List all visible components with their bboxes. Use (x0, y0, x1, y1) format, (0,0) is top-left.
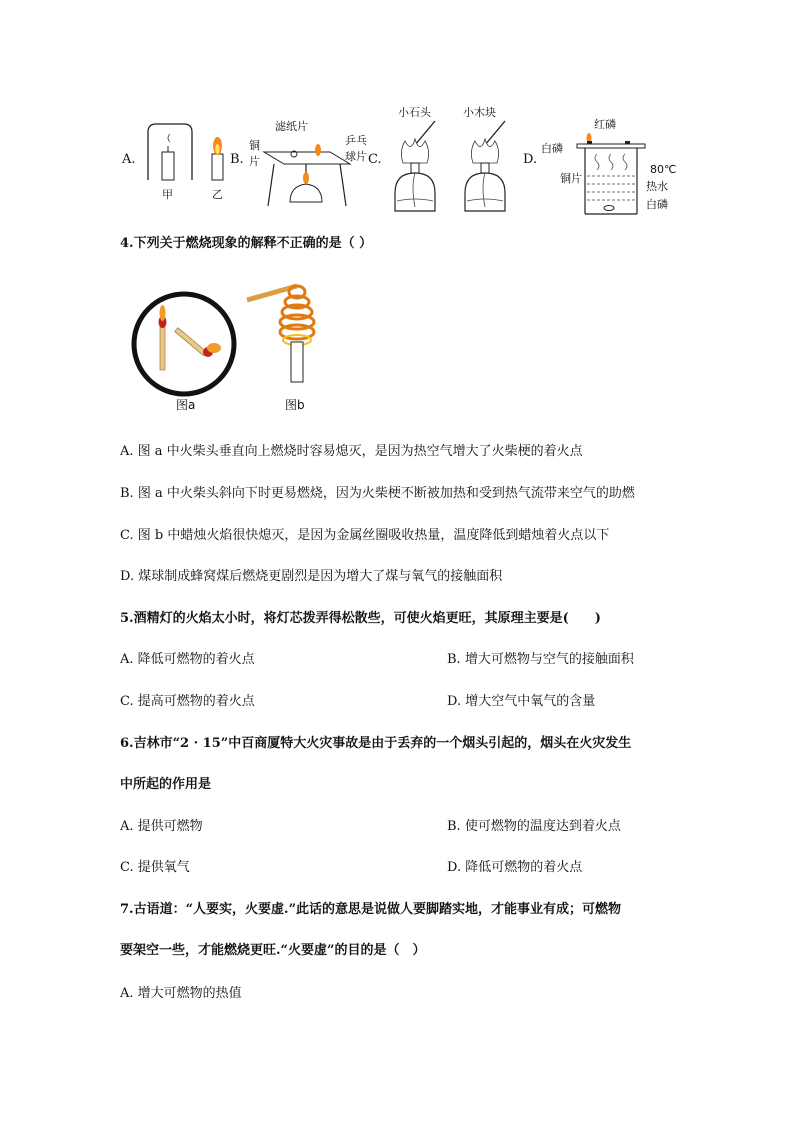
q6-stem-line1: 6.吉林市“2 · 15”中百商厦特大火灾事故是由于丢弃的一个烟头引起的，烟头在火灾发生 (120, 736, 632, 751)
label-temp: 80℃ (650, 163, 677, 176)
q7-stem-line2: 要架空一些，才能燃烧更旺.“火要虚”的目的是（ ） (120, 943, 426, 958)
q4-stem: 4.下列关于燃烧现象的解释不正确的是（ ） (120, 236, 373, 251)
q6-option-c: C. 提供氧气 (120, 860, 190, 875)
option-c-label: C. (368, 152, 382, 167)
option-b-label: B. (230, 152, 244, 167)
q4-option-d: D. 煤球制成蜂窝煤后燃烧更剧烈是因为增大了煤与氧气的接触面积 (120, 569, 503, 584)
label-red-phosphorus: 红磷 (594, 118, 616, 131)
option-a-label: A. (122, 152, 136, 167)
label-yi: 乙 (212, 188, 223, 201)
label-small-wood: 小木块 (463, 106, 496, 119)
figure-d-beaker (575, 128, 655, 218)
label-hot-water: 热水 (646, 180, 668, 193)
q4-option-c: C. 图 b 中蜡烛火焰很快熄灭，是因为金属丝圈吸收热量，温度降低到蜡烛着火点以下 (120, 528, 610, 543)
figure-4b-caption: 图b (285, 398, 305, 412)
label-white-phosphorus-top: 白磷 (541, 142, 563, 155)
figure-b-tripod (262, 130, 352, 210)
q6-option-a: A. 提供可燃物 (120, 819, 203, 834)
label-pingpong-2: 球片 (345, 150, 367, 163)
label-copper-d: 铜片 (560, 172, 582, 185)
label-copper-b2: 片 (249, 155, 260, 168)
q6-option-d: D. 降低可燃物的着火点 (447, 860, 583, 875)
q6-option-b: B. 使可燃物的温度达到着火点 (447, 819, 621, 834)
q6-stem-line2: 中所起的作用是 (120, 777, 212, 792)
label-pingpong-1: 乒乓 (345, 134, 367, 147)
q7-option-a: A. 增大可燃物的热值 (120, 986, 242, 1001)
q4-option-b: B. 图 a 中火柴头斜向下时更易燃烧，因为火柴梗不断被加热和受到热气流带来空气的助燃 (120, 486, 635, 501)
q5-option-d: D. 增大空气中氧气的含量 (447, 694, 596, 709)
label-jia: 甲 (162, 188, 173, 201)
q7-stem-line1: 7.古语道：“人要实，火要虚.”此话的意思是说做人要脚踏实地，才能事业有成；可燃物 (120, 902, 622, 917)
label-copper-b1: 铜 (249, 139, 260, 152)
option-d-label: D. (523, 152, 538, 167)
q4-option-a: A. 图 a 中火柴头垂直向上燃烧时容易熄灭，是因为热空气增大了火柴梗的着火点 (120, 444, 583, 459)
q5-option-c: C. 提高可燃物的着火点 (120, 694, 255, 709)
q5-stem: 5.酒精灯的火焰太小时，将灯芯拨弄得松散些，可使火焰更旺，其原理主要是( ) (120, 611, 601, 626)
figure-4b-coil (245, 278, 335, 388)
label-filter-paper: 滤纸片 (275, 120, 308, 133)
label-white-phosphorus-bottom: 白磷 (646, 198, 668, 211)
q5-option-b: B. 增大可燃物与空气的接触面积 (447, 652, 634, 667)
label-small-stone: 小石头 (398, 106, 431, 119)
figure-4a-matches (130, 290, 242, 400)
q5-option-a: A. 降低可燃物的着火点 (120, 652, 255, 667)
figure-4a-caption: 图a (176, 398, 196, 412)
figure-c-lamps (385, 115, 538, 220)
